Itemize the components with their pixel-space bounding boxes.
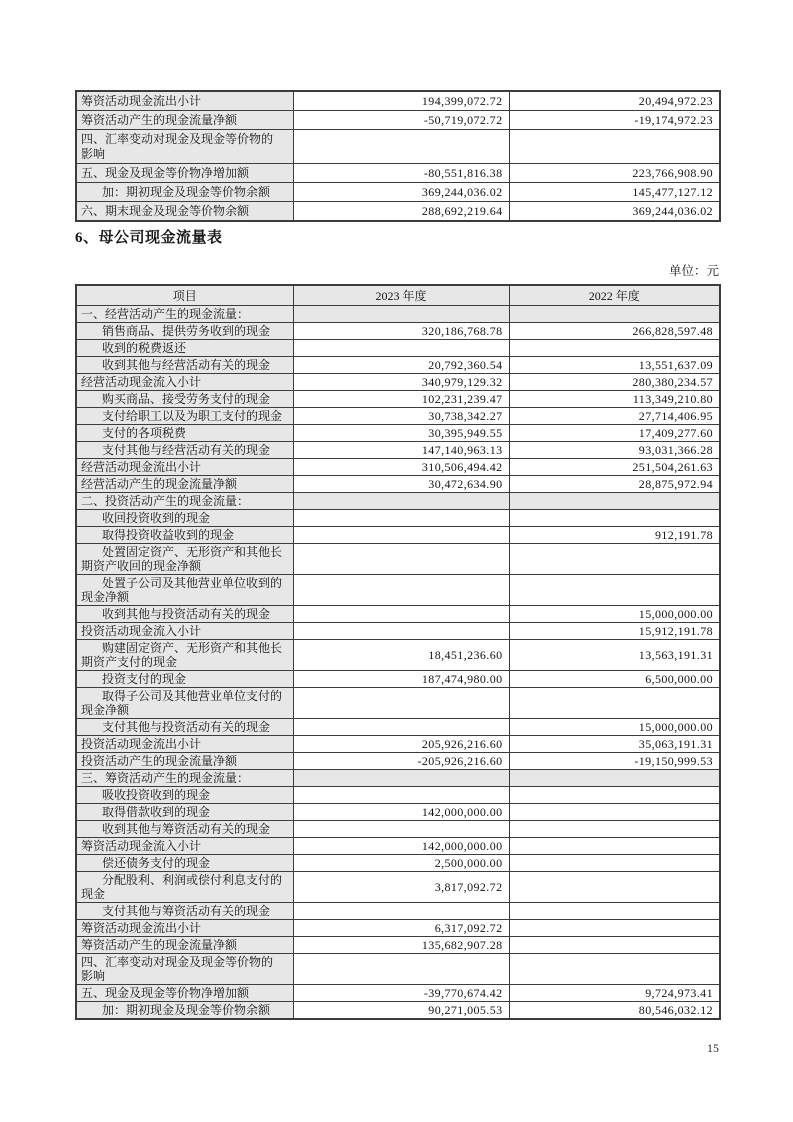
value-2023: 142,000,000.00	[293, 804, 509, 821]
table-row	[76, 323, 720, 340]
header-row	[76, 285, 720, 306]
value-2022	[509, 903, 720, 920]
value-2022	[509, 130, 720, 164]
value-2023: 369,244,036.02	[293, 183, 509, 202]
value-2022	[509, 920, 720, 937]
table-row	[76, 374, 720, 391]
row-item-label: 加：期初现金及现金等价物余额	[76, 1002, 293, 1020]
value-2023: -39,770,674.42	[293, 985, 509, 1002]
row-item-label: 三、筹资活动产生的现金流量：	[76, 770, 293, 787]
value-2023: 30,472,634.90	[293, 476, 509, 493]
table-row	[76, 510, 720, 527]
row-item-label: 四、汇率变动对现金及现金等价物的影响	[76, 130, 293, 164]
column-header-item: 项目	[76, 285, 293, 306]
table-row	[76, 640, 720, 671]
value-2023: 142,000,000.00	[293, 838, 509, 855]
value-2023	[293, 340, 509, 357]
value-2023	[293, 575, 509, 606]
value-2023	[293, 903, 509, 920]
row-item-label: 收到其他与筹资活动有关的现金	[76, 821, 293, 838]
value-2022: 27,714,406.95	[509, 408, 720, 425]
section-row	[76, 306, 720, 323]
table-row	[76, 575, 720, 606]
table-row	[76, 606, 720, 623]
table-row	[76, 903, 720, 920]
value-2022: -19,174,972.23	[509, 111, 720, 130]
row-item-label: 取得借款收到的现金	[76, 804, 293, 821]
column-header-2023: 2023 年度	[293, 285, 509, 306]
value-2022	[509, 493, 720, 510]
section-row	[76, 493, 720, 510]
table-row	[76, 340, 720, 357]
value-2023: 187,474,980.00	[293, 671, 509, 688]
value-2023: 3,817,092.72	[293, 872, 509, 903]
row-item-label: 五、现金及现金等价物净增加额	[76, 985, 293, 1002]
row-item-label: 二、投资活动产生的现金流量：	[76, 493, 293, 510]
table-row	[76, 920, 720, 937]
row-item-label: 筹资活动现金流出小计	[76, 920, 293, 937]
row-item-label: 收回投资收到的现金	[76, 510, 293, 527]
value-2022: 15,000,000.00	[509, 719, 720, 736]
table-row	[76, 459, 720, 476]
table-row	[76, 736, 720, 753]
value-2022: 280,380,234.57	[509, 374, 720, 391]
table-row	[76, 937, 720, 954]
table-row	[76, 91, 720, 111]
row-item-label: 五、现金及现金等价物净增加额	[76, 164, 293, 183]
table-row	[76, 1002, 720, 1020]
value-2022: -19,150,999.53	[509, 753, 720, 770]
table-row	[76, 787, 720, 804]
table-row	[76, 442, 720, 459]
value-2022: 15,000,000.00	[509, 606, 720, 623]
table-row	[76, 164, 720, 183]
row-item-label: 支付给职工以及为职工支付的现金	[76, 408, 293, 425]
value-2023	[293, 493, 509, 510]
row-item-label: 四、汇率变动对现金及现金等价物的影响	[76, 954, 293, 985]
value-2023	[293, 527, 509, 544]
value-2023	[293, 510, 509, 527]
row-item-label: 经营活动现金流入小计	[76, 374, 293, 391]
row-item-label: 投资活动产生的现金流量净额	[76, 753, 293, 770]
value-2023	[293, 719, 509, 736]
table-row	[76, 855, 720, 872]
row-item-label: 投资活动现金流入小计	[76, 623, 293, 640]
row-item-label: 取得投资收益收到的现金	[76, 527, 293, 544]
row-item-label: 收到其他与经营活动有关的现金	[76, 357, 293, 374]
value-2022	[509, 688, 720, 719]
value-2022	[509, 804, 720, 821]
value-2023	[293, 770, 509, 787]
value-2022	[509, 872, 720, 903]
row-item-label: 收到的税费返还	[76, 340, 293, 357]
table-row	[76, 623, 720, 640]
value-2022	[509, 575, 720, 606]
table-row	[76, 804, 720, 821]
parent-company-cash-flow-table	[75, 284, 721, 1020]
value-2022: 145,477,127.12	[509, 183, 720, 202]
page-number: 15	[707, 1041, 719, 1055]
value-2023: 194,399,072.72	[293, 91, 509, 111]
value-2023	[293, 787, 509, 804]
row-item-label: 购买商品、接受劳务支付的现金	[76, 391, 293, 408]
table-row	[76, 753, 720, 770]
value-2022	[509, 770, 720, 787]
table-header	[76, 285, 720, 306]
table-row	[76, 391, 720, 408]
table-row	[76, 872, 720, 903]
value-2022	[509, 937, 720, 954]
row-item-label: 支付其他与经营活动有关的现金	[76, 442, 293, 459]
value-2022: 6,500,000.00	[509, 671, 720, 688]
value-2023: -205,926,216.60	[293, 753, 509, 770]
value-2023: -80,551,816.38	[293, 164, 509, 183]
value-2023	[293, 821, 509, 838]
row-item-label: 六、期末现金及现金等价物余额	[76, 202, 293, 222]
table-row	[76, 130, 720, 164]
row-item-label: 销售商品、提供劳务收到的现金	[76, 323, 293, 340]
value-2023: 6,317,092.72	[293, 920, 509, 937]
value-2022: 28,875,972.94	[509, 476, 720, 493]
value-2023	[293, 130, 509, 164]
row-item-label: 经营活动现金流出小计	[76, 459, 293, 476]
value-2022: 13,563,191.31	[509, 640, 720, 671]
value-2022: 15,912,191.78	[509, 623, 720, 640]
value-2022: 9,724,973.41	[509, 985, 720, 1002]
value-2023	[293, 954, 509, 985]
table-row	[76, 357, 720, 374]
table-row	[76, 838, 720, 855]
value-2022	[509, 544, 720, 575]
value-2023: 205,926,216.60	[293, 736, 509, 753]
value-2023: 310,506,494.42	[293, 459, 509, 476]
table-row	[76, 476, 720, 493]
table-row	[76, 202, 720, 222]
table-row	[76, 183, 720, 202]
value-2023	[293, 306, 509, 323]
row-item-label: 筹资活动现金流入小计	[76, 838, 293, 855]
table-row	[76, 954, 720, 985]
value-2022: 13,551,637.09	[509, 357, 720, 374]
value-2022	[509, 306, 720, 323]
value-2023: 320,186,768.78	[293, 323, 509, 340]
table-row	[76, 688, 720, 719]
table-row	[76, 985, 720, 1002]
value-2022: 912,191.78	[509, 527, 720, 544]
value-2023: 2,500,000.00	[293, 855, 509, 872]
row-item-label: 分配股利、利润或偿付利息支付的现金	[76, 872, 293, 903]
row-item-label: 支付其他与投资活动有关的现金	[76, 719, 293, 736]
row-item-label: 加：期初现金及现金等价物余额	[76, 183, 293, 202]
value-2022	[509, 838, 720, 855]
row-item-label: 处置子公司及其他营业单位收到的现金净额	[76, 575, 293, 606]
column-header-2022: 2022 年度	[509, 285, 720, 306]
value-2023	[293, 606, 509, 623]
table-row	[76, 821, 720, 838]
section-title: 6、母公司现金流量表	[75, 230, 223, 246]
row-item-label: 收到其他与投资活动有关的现金	[76, 606, 293, 623]
row-item-label: 处置固定资产、无形资产和其他长期资产收回的现金净额	[76, 544, 293, 575]
value-2023	[293, 623, 509, 640]
row-item-label: 经营活动产生的现金流量净额	[76, 476, 293, 493]
row-item-label: 支付其他与筹资活动有关的现金	[76, 903, 293, 920]
table-row	[76, 425, 720, 442]
table-row	[76, 719, 720, 736]
table-row	[76, 408, 720, 425]
value-2023	[293, 544, 509, 575]
value-2023: 135,682,907.28	[293, 937, 509, 954]
table-row	[76, 671, 720, 688]
value-2022: 93,031,366.28	[509, 442, 720, 459]
value-2022: 369,244,036.02	[509, 202, 720, 222]
value-2022: 113,349,210.80	[509, 391, 720, 408]
table-row	[76, 527, 720, 544]
row-item-label: 取得子公司及其他营业单位支付的现金净额	[76, 688, 293, 719]
value-2022: 20,494,972.23	[509, 91, 720, 111]
value-2022: 80,546,032.12	[509, 1002, 720, 1020]
value-2022	[509, 954, 720, 985]
unit-label: 单位：元	[668, 264, 719, 278]
value-2023: -50,719,072.72	[293, 111, 509, 130]
cash-flow-table-continued	[75, 90, 721, 222]
row-item-label: 投资活动现金流出小计	[76, 736, 293, 753]
value-2022: 223,766,908.90	[509, 164, 720, 183]
value-2022: 251,504,261.63	[509, 459, 720, 476]
value-2022	[509, 821, 720, 838]
value-2023: 102,231,239.47	[293, 391, 509, 408]
row-item-label: 一、经营活动产生的现金流量：	[76, 306, 293, 323]
row-item-label: 筹资活动现金流出小计	[76, 91, 293, 111]
table-row	[76, 111, 720, 130]
value-2022	[509, 510, 720, 527]
value-2022	[509, 855, 720, 872]
value-2023: 288,692,219.64	[293, 202, 509, 222]
value-2022: 266,828,597.48	[509, 323, 720, 340]
value-2023: 30,738,342.27	[293, 408, 509, 425]
table-body	[76, 306, 720, 1020]
row-item-label: 支付的各项税费	[76, 425, 293, 442]
row-item-label: 偿还债务支付的现金	[76, 855, 293, 872]
value-2023: 20,792,360.54	[293, 357, 509, 374]
row-item-label: 投资支付的现金	[76, 671, 293, 688]
value-2023: 18,451,236.60	[293, 640, 509, 671]
section-row	[76, 770, 720, 787]
value-2022	[509, 787, 720, 804]
value-2023: 147,140,963.13	[293, 442, 509, 459]
row-item-label: 筹资活动产生的现金流量净额	[76, 937, 293, 954]
value-2023	[293, 688, 509, 719]
value-2023: 30,395,949.55	[293, 425, 509, 442]
table-body	[76, 91, 720, 221]
row-item-label: 筹资活动产生的现金流量净额	[76, 111, 293, 130]
row-item-label: 吸收投资收到的现金	[76, 787, 293, 804]
value-2022: 35,063,191.31	[509, 736, 720, 753]
value-2023: 340,979,129.32	[293, 374, 509, 391]
value-2022	[509, 340, 720, 357]
table-row	[76, 544, 720, 575]
row-item-label: 购建固定资产、无形资产和其他长期资产支付的现金	[76, 640, 293, 671]
value-2022: 17,409,277.60	[509, 425, 720, 442]
value-2023: 90,271,005.53	[293, 1002, 509, 1020]
